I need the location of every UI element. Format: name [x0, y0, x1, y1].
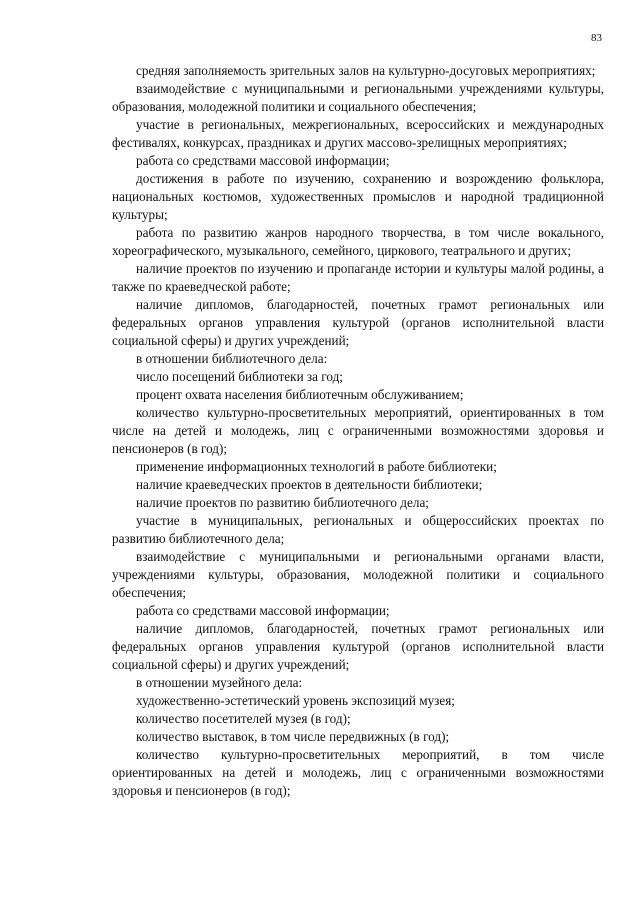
paragraph: количество культурно-просветительных мероприятий, в том числе ориентированных на детей и молодежь, лиц с ограниченными возможностями здоровья и пенсионеров (в год);	[112, 747, 604, 798]
paragraph: средняя заполняемость зрительных залов на культурно-досуговых мероприятиях;	[136, 63, 596, 78]
paragraph: участие в муниципальных, региональных и общероссийских проектах по развитию библиотечного дела;	[112, 513, 604, 546]
paragraph: количество посетителей музея (в год);	[136, 711, 351, 726]
paragraph: достижения в работе по изучению, сохранению и возрождению фольклора, национальных костюмов, художественных промыслов и народной традиционной культуры;	[112, 171, 604, 222]
paragraph: наличие проектов по изучению и пропаганде истории и культуры малой родины, а также по краеведческой работе;	[112, 261, 604, 294]
paragraph: взаимодействие с муниципальными и региональными учреждениями культуры, образования, молодежной политики и социального обеспечения;	[112, 81, 604, 114]
paragraph: работа по развитию жанров народного творчества, в том числе вокального, хореографического, музыкального, семейного, циркового, театрального и других;	[112, 225, 604, 258]
paragraph: наличие проектов по развитию библиотечного дела;	[136, 495, 429, 510]
paragraph: процент охвата населения библиотечным обслуживанием;	[136, 387, 464, 402]
paragraph: работа со средствами массовой информации;	[136, 603, 390, 618]
paragraph: художественно-эстетический уровень экспозиций музея;	[136, 693, 455, 708]
section-heading-library: в отношении библиотечного дела:	[136, 351, 328, 366]
paragraph: число посещений библиотеки за год;	[136, 369, 343, 384]
page-body	[112, 62, 604, 800]
paragraph: работа со средствами массовой информации;	[136, 153, 390, 168]
paragraph: взаимодействие с муниципальными и региональными органами власти, учреждениями культуры, образования, молодежной политики и социального обеспечения;	[112, 549, 604, 600]
paragraph: количество выставок, в том числе передвижных (в год);	[136, 729, 450, 744]
paragraph: количество культурно-просветительных мероприятий, ориентированных в том числе на детей и молодежь, лиц с ограниченными возможностями здоровья и пенсионеров (в год);	[112, 405, 604, 456]
paragraph: применение информационных технологий в работе библиотеки;	[136, 459, 497, 474]
paragraph: участие в региональных, межрегиональных, всероссийских и международных фестивалях, конкурсах, праздниках и других массово-зрелищных мероприятиях;	[112, 117, 604, 150]
paragraph: наличие дипломов, благодарностей, почетных грамот региональных или федеральных органов управления культурой (органов исполнительной власти социальной сферы) и других учреждений;	[112, 297, 604, 348]
paragraph: наличие краеведческих проектов в деятельности библиотеки;	[136, 477, 483, 492]
section-heading-museum: в отношении музейного дела:	[136, 675, 303, 690]
paragraph: наличие дипломов, благодарностей, почетных грамот региональных или федеральных органов управления культурой (органов исполнительной власти социальной сферы) и других учреждений;	[112, 621, 604, 672]
page-number: 83	[591, 32, 602, 44]
